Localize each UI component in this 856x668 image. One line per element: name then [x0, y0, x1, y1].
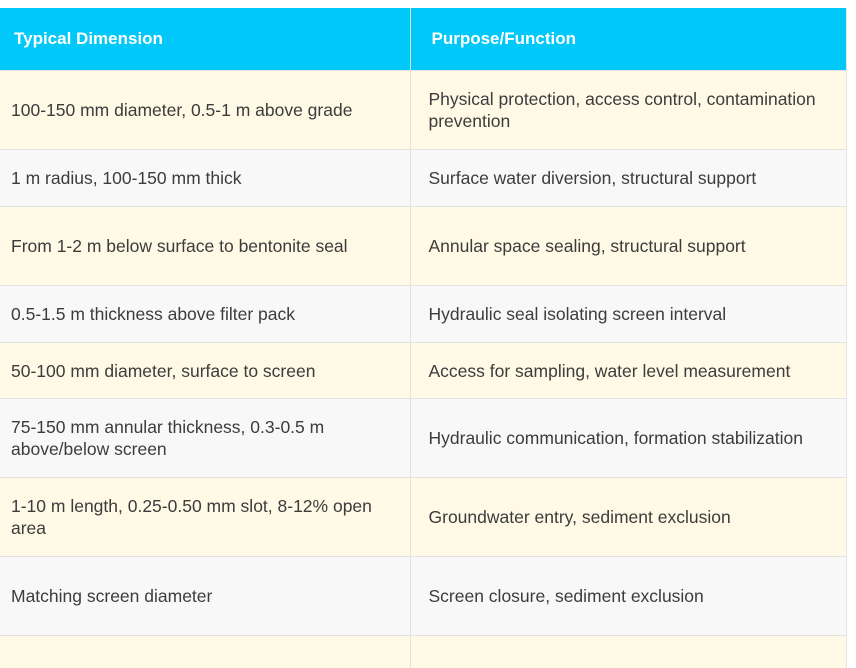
purpose-cell: Physical protection, access control, contamination prevention	[410, 71, 846, 150]
header-typical-dimension: Typical Dimension	[0, 8, 410, 71]
table-header-row	[0, 8, 846, 71]
table-row	[0, 150, 846, 207]
table-row	[0, 207, 846, 286]
table-row	[0, 557, 846, 636]
purpose-cell: Annular space sealing, structural support	[410, 207, 846, 286]
table-row	[0, 636, 846, 668]
dimension-cell: 50-100 mm diameter, surface to screen	[0, 343, 410, 399]
header-purpose-function: Purpose/Function	[410, 8, 846, 71]
dimension-cell	[0, 636, 410, 668]
table-row	[0, 286, 846, 343]
dimension-cell: Matching screen diameter	[0, 557, 410, 636]
purpose-cell: Hydraulic seal isolating screen interval	[410, 286, 846, 343]
purpose-cell: Screen closure, sediment exclusion	[410, 557, 846, 636]
dimension-purpose-table	[0, 8, 846, 668]
dimension-cell: 1-10 m length, 0.25-0.50 mm slot, 8-12% open area	[0, 478, 410, 557]
dimension-table-container	[0, 8, 847, 668]
purpose-cell: Hydraulic communication, formation stabilization	[410, 399, 846, 478]
dimension-cell: 100-150 mm diameter, 0.5-1 m above grade	[0, 71, 410, 150]
table-row	[0, 478, 846, 557]
purpose-cell: Groundwater entry, sediment exclusion	[410, 478, 846, 557]
purpose-cell: Access for sampling, water level measurement	[410, 343, 846, 399]
dimension-cell: 1 m radius, 100-150 mm thick	[0, 150, 410, 207]
dimension-cell: 0.5-1.5 m thickness above filter pack	[0, 286, 410, 343]
purpose-cell	[410, 636, 846, 668]
dimension-cell: From 1-2 m below surface to bentonite seal	[0, 207, 410, 286]
dimension-cell: 75-150 mm annular thickness, 0.3-0.5 m above/below screen	[0, 399, 410, 478]
table-row	[0, 399, 846, 478]
table-row	[0, 343, 846, 399]
purpose-cell: Surface water diversion, structural support	[410, 150, 846, 207]
table-row	[0, 71, 846, 150]
